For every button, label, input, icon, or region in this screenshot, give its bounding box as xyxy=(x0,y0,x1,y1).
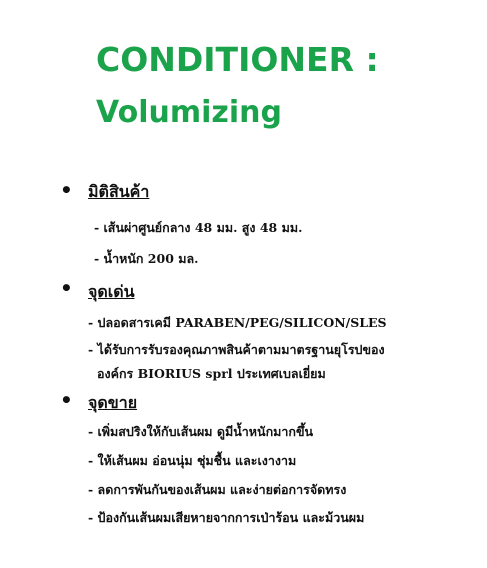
section-line: - ป้องกันเส้นผมเสียหายจากการเป่าร้อน และม้วนผม xyxy=(88,510,365,525)
bullet-icon: • xyxy=(60,388,73,412)
section-line: - เพิ่มสปริงให้กับเส้นผม ดูมีน้ำหนักมากขึ้น xyxy=(88,424,314,439)
bullet-icon: • xyxy=(60,276,73,300)
section-line: - ได้รับการรับรองคุณภาพสินค้าตามมาตรฐานยุโรปของ xyxy=(88,342,385,357)
bullet-icon: • xyxy=(60,178,73,202)
section-line: - เส้นผ่าศูนย์กลาง 48 มม. สูง 48 มม. xyxy=(94,220,303,235)
section-line: - น้ำหนัก 200 มล. xyxy=(94,251,199,266)
section-heading: จุดเด่น xyxy=(88,282,135,301)
section-line: - ปลอดสารเคมี PARABEN/PEG/SILICON/SLES xyxy=(88,315,387,330)
section-line: - ลดการพันกันของเส้นผม และง่ายต่อการจัดทรง xyxy=(88,482,347,497)
title-line-1: CONDITIONER : xyxy=(96,40,379,79)
section-line: องค์กร BIORIUS sprl ประเทศเบลเยี่ยม xyxy=(97,366,326,381)
section-line: - ให้เส้นผม อ่อนนุ่ม ชุ่มชื้น และเงางาม xyxy=(88,453,297,468)
section-heading: จุดขาย xyxy=(88,393,138,412)
title-line-2: Volumizing xyxy=(96,95,282,130)
section-heading: มิติสินค้า xyxy=(88,182,150,201)
